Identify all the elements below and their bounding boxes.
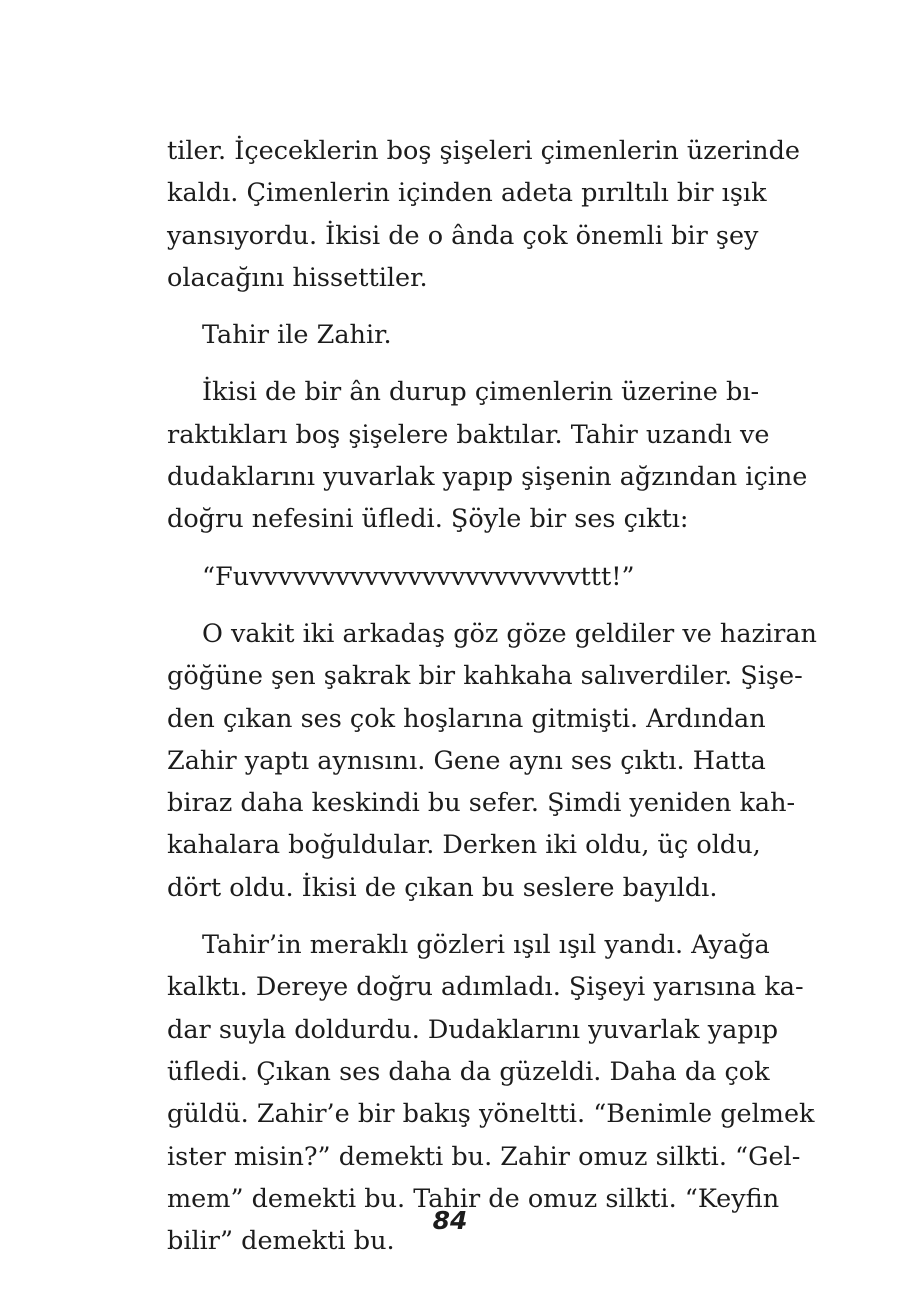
text-line: kaldı. Çimenlerin içinden adeta pırıltılı bir ışık	[167, 178, 767, 209]
text-line: İkisi de bir ân durup çimenlerin üzerine bı-	[202, 377, 760, 408]
text-line: olacağını hissettiler.	[167, 262, 428, 293]
paragraph	[167, 613, 817, 909]
paragraph-gap	[167, 356, 719, 371]
text-line: “Fuvvvvvvvvvvvvvvvvvvvvvvvttt!”	[202, 561, 635, 592]
text-line: doğru nefesini üfledi. Şöyle bir ses çıktı:	[167, 504, 689, 535]
text-line: O vakit iki arkadaş göz göze geldiler ve haziran	[202, 618, 817, 649]
text-line: tiler. İçeceklerin boş şişeleri çimenlerin üzerinde	[167, 136, 801, 166]
text-line: dudaklarını yuvarlak yapıp şişenin ağzından içine	[167, 462, 808, 493]
text-line: ister misin?” demekti bu. Zahir omuz silkti. “Gel-	[167, 1141, 801, 1172]
paragraph	[167, 130, 801, 299]
text-line: den çıkan ses çok hoşlarına gitmişti. Ardından	[167, 703, 766, 734]
text-line: dört oldu. İkisi de çıkan bu seslere bayıldı.	[167, 872, 718, 903]
paragraph-gap	[167, 299, 719, 314]
text-line: kalktı. Dereye doğru adımladı. Şişeyi yarısına ka-	[167, 972, 804, 1003]
text-line: biraz daha keskindi bu sefer. Şimdi yeniden kah-	[167, 788, 796, 819]
text-line: göğüne şen şakrak bir kahkaha salıverdiler. Şişe-	[167, 661, 803, 692]
text-line: dar suyla doldurdu. Dudaklarını yuvarlak yapıp	[167, 1014, 779, 1045]
text-line: bilir” demekti bu.	[167, 1226, 395, 1257]
text-line: kahalara boğuldular. Derken iki oldu, üç oldu,	[167, 830, 761, 861]
text-line: Tahir ile Zahir.	[202, 320, 392, 351]
body-text	[167, 130, 817, 1262]
paragraph-gap	[167, 909, 719, 924]
page-number: 84	[432, 1206, 468, 1235]
text-line: üfledi. Çıkan ses daha da güzeldi. Daha da çok	[167, 1056, 770, 1087]
text-line: Tahir’in meraklı gözleri ışıl ışıl yandı. Ayağa	[202, 930, 770, 961]
paragraph	[167, 314, 719, 356]
text-line: raktıkları boş şişelere baktılar. Tahir uzandı ve	[167, 419, 770, 450]
paragraph-gap	[167, 541, 719, 556]
text-line: güldü. Zahir’e bir bakış yöneltti. “Benimle gelmek	[167, 1099, 815, 1130]
paragraph	[167, 371, 808, 540]
paragraph-gap	[167, 598, 719, 613]
text-line: mem” demekti bu. Tahir de omuz silkti. “Keyfin	[167, 1183, 780, 1214]
paragraph	[167, 556, 719, 598]
text-line: Zahir yaptı aynısını. Gene aynı ses çıktı. Hatta	[167, 745, 766, 776]
text-line: yansıyordu. İkisi de o ânda çok önemli bir şey	[167, 220, 759, 251]
